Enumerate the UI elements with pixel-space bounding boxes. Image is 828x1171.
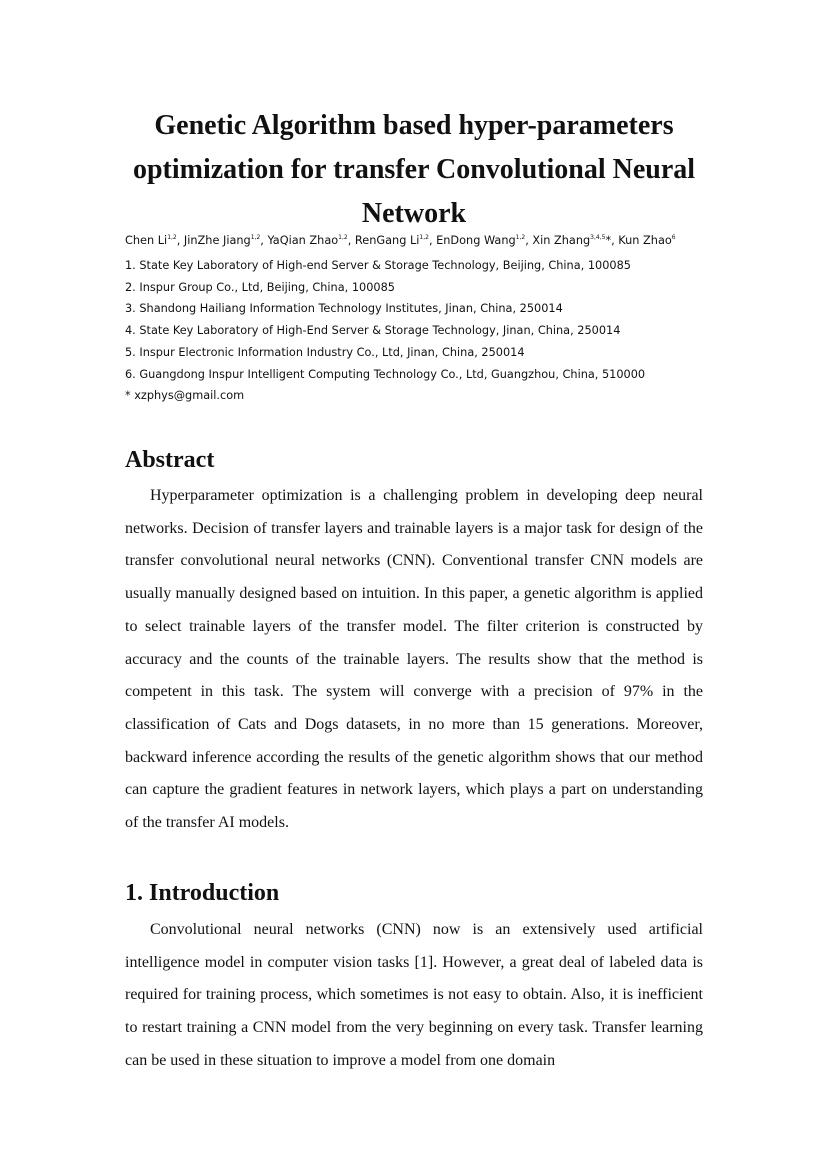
affiliation-list [125,255,703,407]
author: JinZhe Jiang$^{1,2}$, [183,234,268,247]
author: Xin Zhang$^{3,4,5}$*, [532,234,619,247]
affiliation: 6. Guangdong Inspur Intelligent Computing Technology Co., Ltd, Guangzhou, China, 510000 [125,367,646,381]
author: Chen Li$^{1,2}$, [125,234,184,247]
affiliation: 1. State Key Laboratory of High-end Server & Storage Technology, Beijing, China, 100085 [125,259,631,272]
affiliation: 2. Inspur Group Co., Ltd, Beijing, China, 100085 [125,280,395,294]
affiliation: 4. State Key Laboratory of High-End Server & Storage Technology, Jinan, China, 250014 [125,324,621,338]
affiliation: 3. Shandong Hailiang Information Technology Institutes, Jinan, China, 250014 [125,302,563,316]
author-list [125,233,703,249]
introduction-heading: 1. Introduction [125,880,280,906]
title-line: Genetic Algorithm based hyper-parameters [154,110,674,141]
contact-email: * xzphys@gmail.com [125,389,245,403]
author: Kun Zhao$^6$ [618,234,676,247]
abstract-heading: Abstract [125,447,215,473]
title-line: optimization for transfer Convolutional Neural [132,154,696,185]
paper-title [125,104,703,236]
author: RenGang Li$^{1,2}$, [354,234,437,247]
abstract-text: Hyperparameter optimization is a challenging problem in developing deep neural networks. Decision of transfer layers and trainable layers is a major task for design of the transfer convolutional neural networks (CNN). Conventional transfer CNN models are usually manually designed based on intuition. In this paper, a genetic algorithm is applied to select trainable layers of the transfer model. The filter criterion is constructed by accuracy and the counts of the trainable layers. The results show that the method is competent in this task. The system will converge with a precision of 97% in the classification of Cats and Dogs datasets, in no more than 15 generations. Moreover, backward inference according the results of the genetic algorithm shows that our method can capture the gradient features in network layers, which plays a part on understanding of the transfer AI models. [125,487,703,832]
title-line: Network [361,198,467,229]
author: EnDong Wang$^{1,2}$, [436,234,533,247]
introduction-text: Convolutional neural networks (CNN) now is an extensively used artificial intelligence model in computer vision tasks [1]. However, a great deal of labeled data is required for training process, which sometimes is not easy to obtain. Also, it is inefficient to restart training a CNN model from the very beginning on every task. Transfer learning can be used in these situation to improve a model from one domain [125,921,703,1069]
author: YaQian Zhao$^{1,2}$, [267,234,355,247]
affiliation: 5. Inspur Electronic Information Industry Co., Ltd, Jinan, China, 250014 [125,345,525,359]
